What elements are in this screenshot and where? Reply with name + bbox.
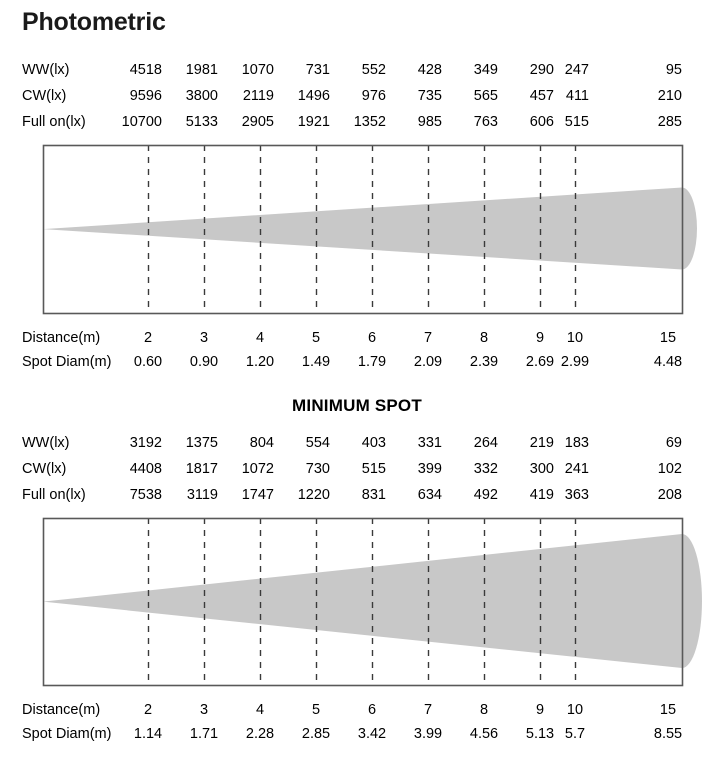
axis-row-spot-diam <box>0 722 714 746</box>
lux-value: 1352 <box>353 114 386 130</box>
lux-value: 264 <box>473 435 498 451</box>
page-title: Photometric <box>22 8 166 36</box>
lux-value: 731 <box>305 62 330 78</box>
lux-value: 2119 <box>242 88 274 104</box>
lux-value: 634 <box>417 487 442 503</box>
distance-value: 7 <box>423 330 433 346</box>
lux-value: 241 <box>564 461 589 477</box>
spot-diameter-value: 1.79 <box>357 354 387 370</box>
beam-diagram-minimum-spot <box>0 517 714 687</box>
lux-value: 7538 <box>129 487 162 503</box>
axis-label-spot-diam: Spot Diam(m) <box>22 354 112 370</box>
spot-diameter-value: 2.39 <box>469 354 499 370</box>
lux-value: 332 <box>473 461 498 477</box>
lux-row-ww <box>0 430 714 456</box>
axis-table-photometric <box>0 326 714 374</box>
lux-value: 1817 <box>185 461 218 477</box>
lux-value: 492 <box>473 487 498 503</box>
distance-value: 6 <box>367 330 377 346</box>
lux-row-full-on <box>0 482 714 508</box>
beam-cone <box>43 188 697 270</box>
lux-row-full-on <box>0 109 714 135</box>
lux-value: 428 <box>417 62 442 78</box>
axis-label-distance: Distance(m) <box>22 702 101 718</box>
lux-value: 208 <box>657 487 682 503</box>
lux-value: 730 <box>305 461 330 477</box>
axis-row-distance <box>0 326 714 350</box>
beam-diagram-photometric <box>0 144 714 315</box>
row-label-cw: CW(lx) <box>22 461 67 477</box>
distance-value: 8 <box>479 330 489 346</box>
lux-value: 247 <box>564 62 589 78</box>
lux-value: 565 <box>473 88 498 104</box>
lux-value: 831 <box>361 487 386 503</box>
lux-table-minimum-spot <box>0 430 714 508</box>
axis-table-minimum-spot <box>0 698 714 746</box>
distance-value: 6 <box>367 702 377 718</box>
lux-value: 10700 <box>121 114 162 130</box>
spot-diameter-value: 0.90 <box>189 354 219 370</box>
beam-cone-svg <box>0 517 714 687</box>
lux-value: 349 <box>473 62 498 78</box>
spot-diameter-value: 3.42 <box>357 726 387 742</box>
lux-value: 219 <box>529 435 554 451</box>
axis-row-distance <box>0 698 714 722</box>
lux-value: 69 <box>665 435 682 451</box>
spot-diameter-value: 1.20 <box>245 354 275 370</box>
distance-value: 10 <box>566 330 584 346</box>
lux-value: 1496 <box>297 88 330 104</box>
spot-diameter-value: 3.99 <box>413 726 443 742</box>
lux-value: 411 <box>565 88 589 104</box>
lux-value: 9596 <box>129 88 162 104</box>
lux-value: 4408 <box>129 461 162 477</box>
lux-value: 4518 <box>129 62 162 78</box>
lux-value: 363 <box>564 487 589 503</box>
lux-value: 1981 <box>185 62 218 78</box>
distance-value: 15 <box>659 702 677 718</box>
lux-value: 2905 <box>241 114 274 130</box>
distance-value: 9 <box>535 702 545 718</box>
lux-value: 3800 <box>185 88 218 104</box>
lux-value: 210 <box>657 88 682 104</box>
lux-value: 419 <box>529 487 554 503</box>
lux-value: 403 <box>361 435 386 451</box>
lux-value: 985 <box>417 114 442 130</box>
beam-cone-svg <box>0 144 714 315</box>
lux-value: 95 <box>665 62 682 78</box>
distance-value: 2 <box>143 330 153 346</box>
lux-value: 399 <box>417 461 442 477</box>
spot-diameter-value: 2.28 <box>245 726 275 742</box>
lux-value: 457 <box>529 88 554 104</box>
spot-diameter-value: 1.49 <box>301 354 331 370</box>
distance-value: 5 <box>311 330 321 346</box>
lux-row-cw <box>0 456 714 482</box>
lux-value: 554 <box>305 435 330 451</box>
spot-diameter-value: 5.7 <box>564 726 586 742</box>
lux-value: 1375 <box>185 435 218 451</box>
lux-value: 331 <box>417 435 442 451</box>
spot-diameter-value: 2.99 <box>560 354 590 370</box>
distance-value: 10 <box>566 702 584 718</box>
row-label-ww: WW(lx) <box>22 62 70 78</box>
lux-row-ww <box>0 57 714 83</box>
axis-row-spot-diam <box>0 350 714 374</box>
distance-value: 5 <box>311 702 321 718</box>
section-heading-minimum-spot: MINIMUM SPOT <box>292 396 422 415</box>
lux-value: 300 <box>529 461 554 477</box>
spot-diameter-value: 2.85 <box>301 726 331 742</box>
lux-value: 976 <box>361 88 386 104</box>
lux-value: 552 <box>361 62 386 78</box>
spot-diameter-value: 5.13 <box>525 726 555 742</box>
lux-value: 1921 <box>297 114 330 130</box>
row-label-full-on: Full on(lx) <box>22 114 86 130</box>
lux-value: 735 <box>417 88 442 104</box>
distance-value: 2 <box>143 702 153 718</box>
spot-diameter-value: 4.48 <box>653 354 683 370</box>
lux-value: 3119 <box>186 487 218 503</box>
lux-value: 3192 <box>129 435 162 451</box>
lux-value: 804 <box>249 435 274 451</box>
row-label-full-on: Full on(lx) <box>22 487 86 503</box>
distance-value: 15 <box>659 330 677 346</box>
lux-table-photometric <box>0 57 714 135</box>
distance-value: 8 <box>479 702 489 718</box>
spot-diameter-value: 4.56 <box>469 726 499 742</box>
lux-row-cw <box>0 83 714 109</box>
lux-value: 285 <box>657 114 682 130</box>
lux-value: 290 <box>529 62 554 78</box>
row-label-cw: CW(lx) <box>22 88 67 104</box>
distance-value: 4 <box>255 702 265 718</box>
distance-value: 9 <box>535 330 545 346</box>
lux-value: 606 <box>529 114 554 130</box>
distance-value: 3 <box>199 702 209 718</box>
lux-value: 763 <box>473 114 498 130</box>
lux-value: 183 <box>564 435 589 451</box>
row-label-ww: WW(lx) <box>22 435 70 451</box>
spot-diameter-value: 1.71 <box>189 726 219 742</box>
lux-value: 102 <box>657 461 682 477</box>
distance-value: 7 <box>423 702 433 718</box>
spot-diameter-value: 1.14 <box>133 726 163 742</box>
lux-value: 1747 <box>241 487 274 503</box>
lux-value: 515 <box>361 461 386 477</box>
lux-value: 1220 <box>297 487 330 503</box>
lux-value: 515 <box>564 114 589 130</box>
lux-value: 1070 <box>241 62 274 78</box>
spot-diameter-value: 2.69 <box>525 354 555 370</box>
distance-value: 4 <box>255 330 265 346</box>
lux-value: 5133 <box>185 114 218 130</box>
spot-diameter-value: 2.09 <box>413 354 443 370</box>
spot-diameter-value: 8.55 <box>653 726 683 742</box>
distance-value: 3 <box>199 330 209 346</box>
axis-label-spot-diam: Spot Diam(m) <box>22 726 112 742</box>
spot-diameter-value: 0.60 <box>133 354 163 370</box>
lux-value: 1072 <box>241 461 274 477</box>
axis-label-distance: Distance(m) <box>22 330 101 346</box>
